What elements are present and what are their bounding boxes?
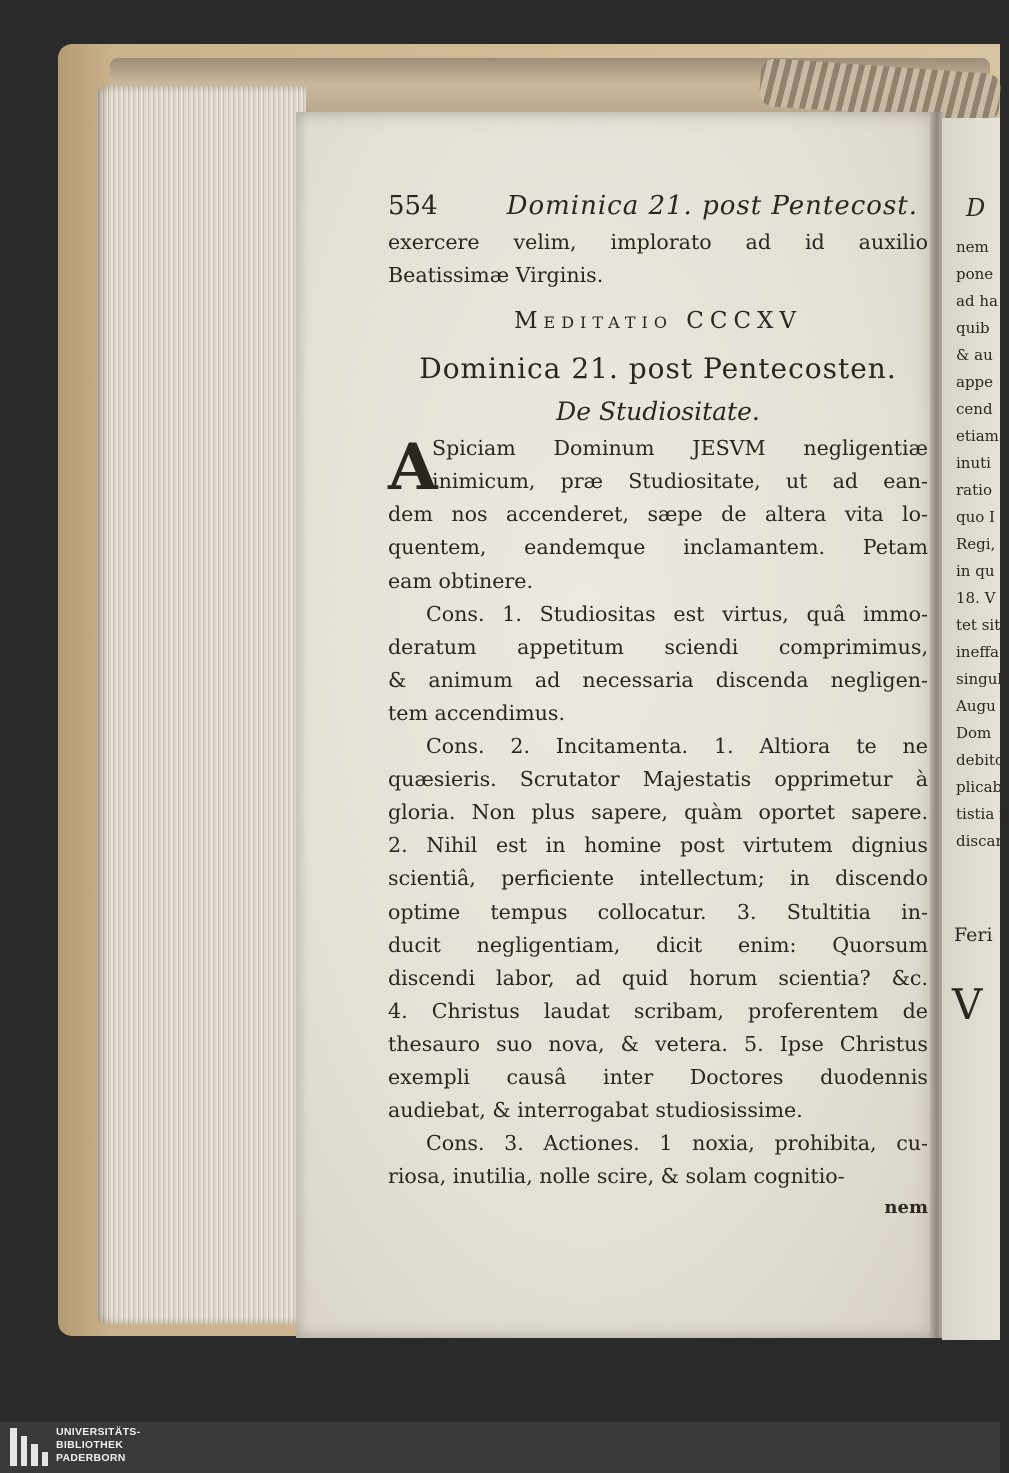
text-line: quentem, eandemque inclamantem. Petam xyxy=(388,535,928,560)
text-line: thesauro suo nova, & vetera. 5. Ipse Christus xyxy=(388,1031,928,1056)
library-footer xyxy=(0,1422,1000,1473)
right-page-line: nem xyxy=(956,238,989,256)
text-line: optime tempus collocatur. 3. Stultitia in- xyxy=(388,899,928,924)
right-page-line: singul xyxy=(956,670,1003,688)
right-page-lines xyxy=(942,234,1009,855)
text-line: exercere velim, implorato ad id auxilio xyxy=(388,230,928,254)
right-page-line: discan xyxy=(956,832,1006,850)
left-page-text xyxy=(388,186,928,1223)
page-number: 554 xyxy=(388,191,438,221)
right-page-line: ineffa xyxy=(956,643,999,661)
text-line: deratum appetitum sciendi comprimimus, xyxy=(388,634,928,659)
text-line: eam obtinere. xyxy=(388,568,534,593)
right-page-line: quib xyxy=(956,319,990,337)
right-page-line: appe xyxy=(956,373,994,391)
right-page-heading: D xyxy=(966,194,986,222)
right-page-line: cend xyxy=(956,400,993,418)
dominica-heading: Dominica 21. post Pentecosten. xyxy=(419,352,897,386)
text-line: discendi labor, ad quid horum scientia? &c. xyxy=(388,965,928,990)
text-line: inimicum, præ Studiositate, ut ad ean- xyxy=(432,469,928,494)
text-line: dem nos accenderet, sæpe de altera vita lo- xyxy=(388,502,928,527)
library-line-1: UNIVERSITÄTS- xyxy=(56,1426,141,1438)
meditatio-heading: Meditatio CCCXV xyxy=(513,308,803,335)
library-logo-icon xyxy=(10,1428,48,1466)
right-page-line: Dom xyxy=(956,724,992,742)
consideration-3 xyxy=(388,1127,928,1193)
running-title: Dominica 21. post Pentecost. xyxy=(506,191,918,221)
right-page-line: plicab xyxy=(956,778,1003,796)
text-line: Cons. 1. Studiositas est virtus, quâ immo- xyxy=(426,601,928,626)
library-line-3: PADERBORN xyxy=(56,1452,126,1464)
text-line: riosa, inutilia, nolle scire, & solam cognitio- xyxy=(388,1164,845,1189)
text-line: exempli causâ inter Doctores duodennis xyxy=(388,1064,928,1089)
right-page-line: in qu xyxy=(956,562,995,580)
right-page-line: quo I xyxy=(956,508,995,526)
library-name xyxy=(56,1426,140,1465)
consideration-2 xyxy=(388,730,928,1127)
top-lines xyxy=(388,226,928,292)
text-line: 4. Christus laudat scribam, proferentem de xyxy=(388,998,928,1023)
consideration-1 xyxy=(388,598,928,730)
text-line: Cons. 3. Actiones. 1 noxia, prohibita, cu- xyxy=(426,1131,928,1156)
topic-heading: De Studiositate. xyxy=(556,397,760,427)
text-line: Cons. 2. Incitamenta. 1. Altiora te ne xyxy=(426,734,928,759)
right-page-line: ad ha xyxy=(956,292,998,310)
right-page-dropcap: V xyxy=(952,980,983,1029)
text-line: audiebat, & interrogabat studiosissime. xyxy=(388,1098,803,1123)
intro-paragraph xyxy=(388,432,928,597)
dropcap: A xyxy=(388,430,438,506)
right-page-line: tet sit xyxy=(956,616,1001,634)
page-edges xyxy=(96,86,306,1324)
library-line-2: BIBLIOTHEK xyxy=(56,1439,124,1451)
right-page-line: tistia n xyxy=(956,805,1009,823)
right-page-line: debito xyxy=(956,751,1004,769)
text-line: tem accendimus. xyxy=(388,700,566,725)
right-page-line: & au xyxy=(956,346,993,364)
text-line: 2. Nihil est in homine post virtutem dignius xyxy=(388,833,928,858)
catchword: nem xyxy=(884,1197,928,1219)
text-line: & animum ad necessaria discenda negligen- xyxy=(388,667,928,692)
running-head xyxy=(388,186,928,226)
text-line: Spiciam Dominum JESVM negligentiæ xyxy=(432,436,928,461)
text-line: quæsieris. Scrutator Majestatis opprimetur à xyxy=(388,767,928,792)
right-page-line: Augu xyxy=(956,697,996,715)
right-page-line: ratio xyxy=(956,481,992,499)
right-page-line: pone xyxy=(956,265,994,283)
right-page-line: etiam xyxy=(956,427,999,445)
right-page-line: 18. V xyxy=(956,589,996,607)
text-line: gloria. Non plus sapere, quàm oportet sapere. xyxy=(388,800,928,825)
right-page-line: Regi, xyxy=(956,535,996,553)
right-page-line: inuti xyxy=(956,454,991,472)
right-page xyxy=(942,118,1009,1340)
text-line: ducit negligentiam, dicit enim: Quorsum xyxy=(388,932,928,957)
text-line: Beatissimæ Virginis. xyxy=(388,263,604,288)
right-page-feria: Feri xyxy=(954,924,993,946)
text-line: scientiâ, perficiente intellectum; in discendo xyxy=(388,866,928,891)
